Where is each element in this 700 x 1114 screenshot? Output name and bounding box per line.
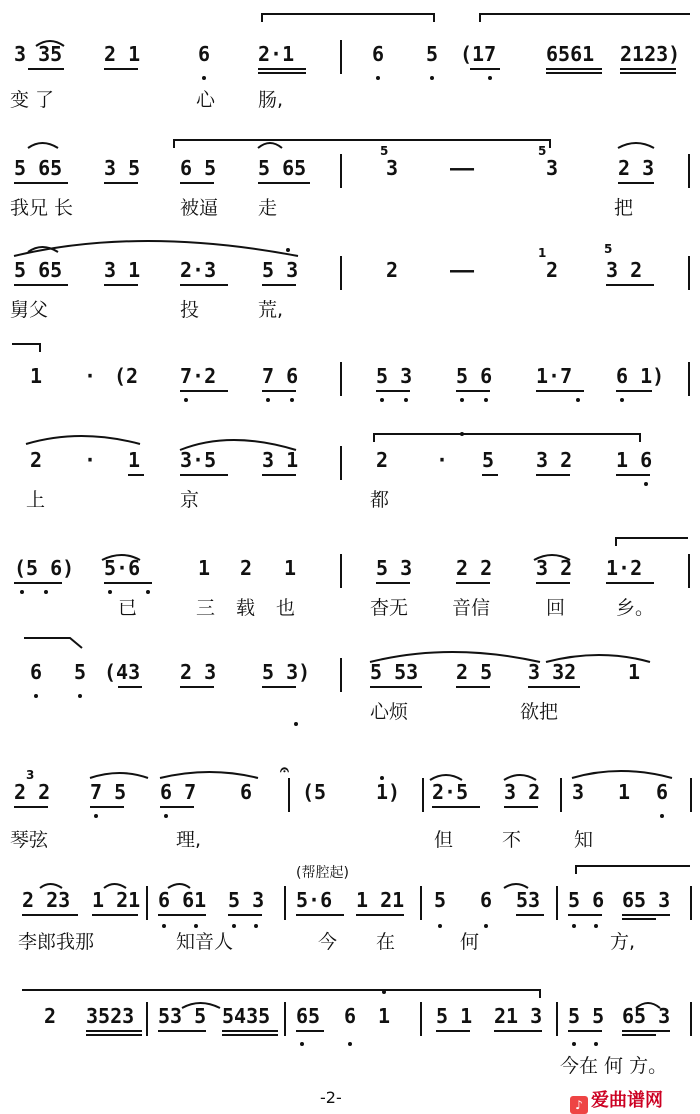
note: 5·6 [104,556,141,580]
slur [534,555,570,560]
note: 5 [434,888,447,912]
lyric: 回 [546,597,566,619]
note: 1 21 [92,888,141,912]
note: 3 35 [14,42,63,66]
lyric: 在 [376,931,396,953]
lyric: 变 了 [10,89,55,111]
note: · [84,364,97,388]
note: 2 [44,1004,57,1028]
note: 1 21 [356,888,405,912]
note: (2 [114,364,139,388]
lyric: 何 [460,931,480,953]
note: 2 3 [180,660,217,684]
note: 2 3 [618,156,655,180]
note: (17 [460,42,497,66]
lyric: 音信 [452,597,491,619]
lyric: 欲把 [520,701,559,723]
note: 1 [284,556,297,580]
note: 3 1 [262,448,299,472]
lyric: 载 [236,597,256,619]
note: 2 [386,258,399,282]
slur [36,41,64,46]
note: 7 6 [262,364,299,388]
note: 3523 [86,1004,135,1028]
note: 5 [74,660,87,684]
lyric: 今 [318,931,338,953]
grace-note: 3 [26,768,35,782]
grace-note: 1 [538,246,547,260]
note: · [436,448,449,472]
lyric: 方, [610,931,636,953]
slur [480,14,690,22]
note: 2·3 [180,258,217,282]
lyric: 京 [180,489,200,511]
slur [26,436,140,444]
slur [12,344,40,352]
note: 5435 [222,1004,271,1028]
slur [576,866,690,874]
note: 53 [516,888,541,912]
note: (43 [104,660,141,684]
note: 5 6 [568,888,605,912]
grace-note: 5 [380,144,389,158]
lyric: 已 [118,597,138,619]
note: 5 65 [258,156,307,180]
lyric: 三 [196,597,216,619]
slur [430,775,462,780]
slur [374,434,640,442]
note: 2 5 [456,660,493,684]
note: 2 [30,448,43,472]
note: 3 2 [606,258,643,282]
note: 65 3 [622,888,671,912]
note: 3 [386,156,399,180]
note: 2 [240,556,253,580]
note: 21 3 [494,1004,543,1028]
note: 1 [628,660,641,684]
note: 2 [376,448,389,472]
note: 7·2 [180,364,217,388]
note: 6 [198,42,211,66]
slur [504,884,528,888]
note: 3 [572,780,585,804]
lyric: 乡。 [616,597,655,619]
lyric: 理, [176,829,202,851]
note: 5 1 [436,1004,473,1028]
page-number: -2- [320,1088,342,1107]
note: (5 6) [14,556,75,580]
note: 2 23 [22,888,71,912]
slur [168,884,190,888]
lyric: 也 [276,597,296,619]
fermata-icon: 𝄐 [280,760,289,779]
lyric: 但 [434,829,454,851]
note: 1 [30,364,43,388]
lyric: 走 [258,197,278,219]
note: 5 [482,448,495,472]
lyric: 知音人 [176,931,234,953]
note: 2 1 [104,42,141,66]
note: 1 [128,448,141,472]
slur [370,652,540,662]
slur [262,14,434,22]
slur [572,771,672,778]
note: 53 5 [158,1004,207,1028]
note: 5 65 [14,258,63,282]
slur [24,638,82,648]
lyric: 被逼 [180,197,219,219]
lyric: 杳无 [370,597,409,619]
slur [616,538,688,546]
slur [28,143,58,148]
note: 1 [618,780,631,804]
music-note-icon: ♪ [570,1096,588,1114]
note: 3 [546,156,559,180]
note: 6 [480,888,493,912]
note: 3 2 [536,556,573,580]
note: 3 2 [536,448,573,472]
note: 6 [372,42,385,66]
note: 2·1 [258,42,295,66]
note: 2 2 [14,780,51,804]
slur [40,884,62,888]
note: 3 1 [104,258,141,282]
lyric: 不 [502,829,522,851]
note: 1) [376,780,401,804]
note: 5 [426,42,439,66]
lyric: 投 [180,299,200,321]
note: 65 [296,1004,321,1028]
lyric: 都 [370,489,390,511]
note: 5 3 [228,888,265,912]
slur [618,143,654,148]
slur [636,1003,660,1008]
lyric: 荒, [258,299,284,321]
lyric: 今在 何 方。 [560,1055,668,1077]
slur [90,773,148,778]
note: 1 6 [616,448,653,472]
slur [504,775,536,780]
note: 2 [546,258,559,282]
note: 6 [344,1004,357,1028]
slur [258,143,282,148]
note: 5·6 [296,888,333,912]
note: 1 [378,1004,391,1028]
note: 5 3 [262,258,299,282]
slur [160,772,258,778]
note: 2·5 [432,780,469,804]
slur [180,440,296,450]
note: 7 5 [90,780,127,804]
lyric: 舅父 [10,299,49,321]
note: 3 5 [104,156,141,180]
slur [104,884,126,888]
note: 6 7 [160,780,197,804]
note: 3·5 [180,448,217,472]
note: 1 [198,556,211,580]
note: —— [450,156,475,180]
slur [182,1003,220,1008]
note: 1·2 [606,556,643,580]
note: 5 3 [376,364,413,388]
note: 6 5 [180,156,217,180]
slur [14,241,298,256]
slur [102,555,140,560]
lyric: 心 [196,89,216,111]
note: · [84,448,97,472]
lyric: 把 [614,197,634,219]
watermark-text: 爱曲谱网 [591,1090,663,1111]
note: 65 3 [622,1004,671,1028]
lyric: 知 [574,829,594,851]
note: 6 [656,780,669,804]
note: 2 2 [456,556,493,580]
slur [546,655,650,662]
note: 5 53 [370,660,419,684]
note: 3 32 [528,660,577,684]
note: —— [450,258,475,282]
lyric: 李郎我那 [18,931,95,953]
note: 5 65 [14,156,63,180]
note: 2123) [620,42,681,66]
note: 6 1) [616,364,665,388]
slur [174,140,550,148]
note: 6561 [546,42,595,66]
lyric: 琴弦 [10,829,49,851]
note: 5 3 [376,556,413,580]
watermark [570,1086,663,1114]
lyric: 肠, [258,89,284,111]
lyric: 我兄 长 [10,197,74,219]
note: 6 [30,660,43,684]
grace-note: 5 [604,242,613,256]
grace-note: 5 [538,144,547,158]
note: 1·7 [536,364,573,388]
cue-label: (帮腔起) [296,865,349,881]
note: (5 [302,780,327,804]
slur [22,990,540,998]
note: 6 [240,780,253,804]
lyric: 心烦 [370,701,409,723]
note: 6 61 [158,888,207,912]
note: 5 3) [262,660,311,684]
note: 3 2 [504,780,541,804]
note: 5 5 [568,1004,605,1028]
note: 5 6 [456,364,493,388]
lyric: 上 [26,489,46,511]
